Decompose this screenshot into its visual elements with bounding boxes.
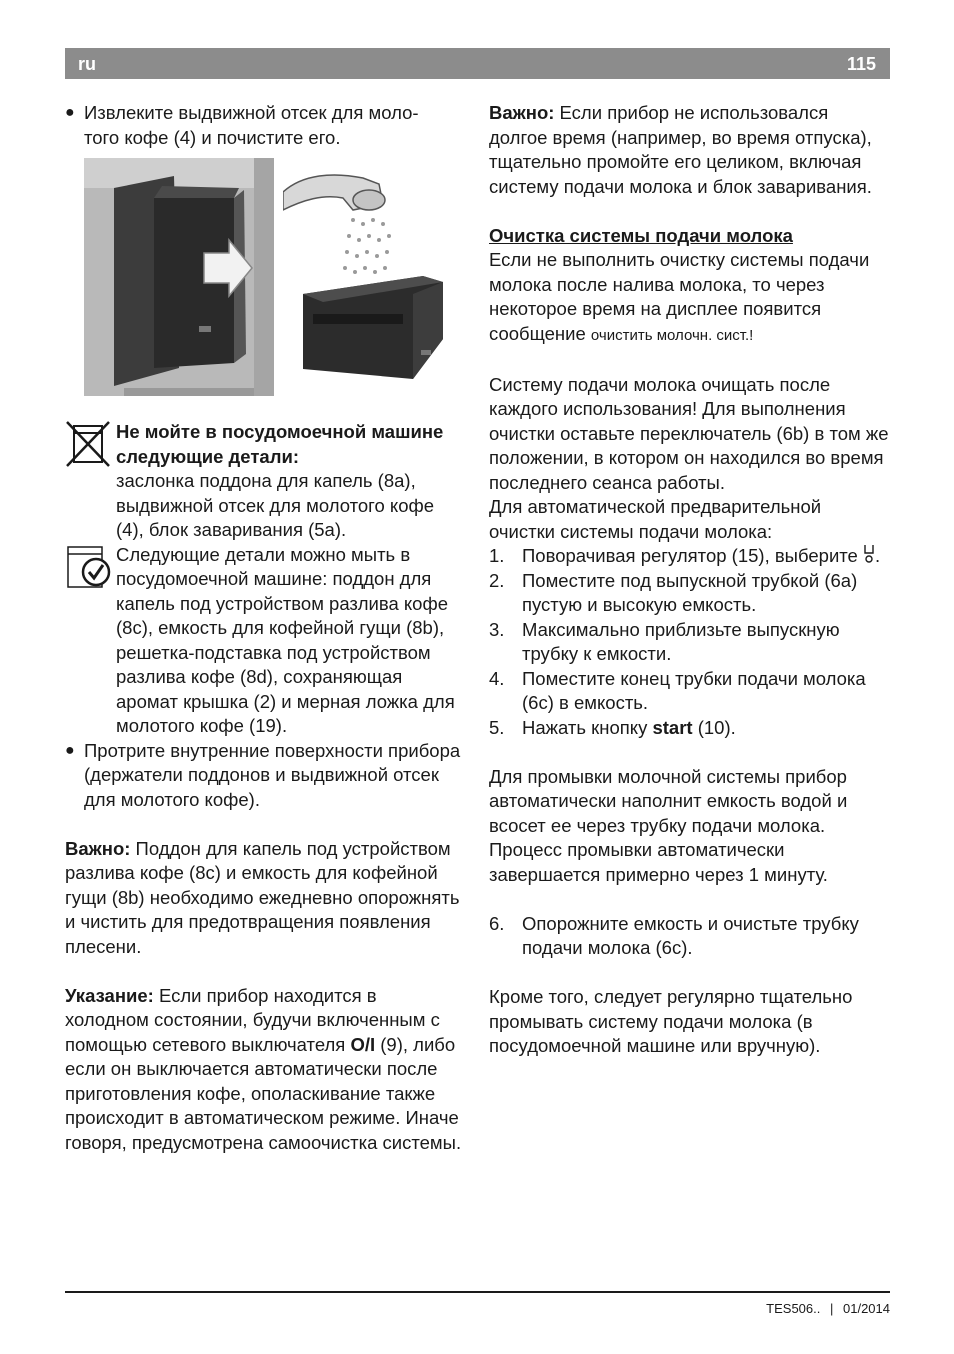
warning-title: Не мойте в посудомоечной машине следующие детали: xyxy=(116,421,444,467)
power-switch-symbol: O/I xyxy=(350,1033,376,1055)
drawer-removal-illustration xyxy=(84,158,274,396)
section-heading: Очистка системы подачи молока xyxy=(489,224,793,246)
step-number: 4. xyxy=(489,667,505,689)
dishwasher-safe-icon xyxy=(65,543,111,591)
step-number: 5. xyxy=(489,716,505,738)
step-number: 2. xyxy=(489,569,505,591)
warning-text: заслонка поддона для капель (8a), выдвижной отсек для молотого кофе (4), блок заваривания (5a). xyxy=(116,470,435,540)
note-label: Указание: xyxy=(65,984,154,1006)
page-header-bar xyxy=(65,48,890,79)
important-text: Поддон для капель под устройством разлива кофе (8c) и емкость для кофейной гущи (8b) необходимо ежедневно опорожнять и чистить для предотвращения появления плесени. xyxy=(65,837,460,957)
dishwasher-safe-text: Следующие детали можно мыть в посудомоечной машине: поддон для капель под устройством разлива кофе (8c), емкость для кофейной гущи (8b), решетка-подставка под устройством разлива кофе (8d), сохраняющая аромат крышка (2) и мерная ложка для молотого кофе (19). xyxy=(116,543,455,736)
step-text: Нажать кнопку xyxy=(522,716,648,738)
model-number: TES506.. xyxy=(766,1301,821,1316)
step-item xyxy=(489,569,889,618)
note-text-a: Если прибор находится в холодном состоянии, будучи включенным с помощью сетевого выключателя xyxy=(65,984,440,1055)
start-button-label: start xyxy=(652,716,693,738)
step-item xyxy=(489,716,889,741)
important-paragraph-right xyxy=(489,101,889,199)
dishwasher-warning xyxy=(65,420,465,543)
step-text: Поместите конец трубки подачи молока (6c) в емкость. xyxy=(522,667,866,713)
important-text: Если прибор не использовался долгое время (например, во время отпуска), тщательно промойте его целиком, включая систему подачи молока и блок заваривания. xyxy=(489,102,872,197)
regular-cleaning-note: Кроме того, следует регулярно тщательно промывать систему подачи молока (в посудомоечной машине или вручную). xyxy=(489,986,853,1056)
drawer-rinse-illustration xyxy=(283,164,449,390)
step-text-tail: (10). xyxy=(697,716,736,738)
no-dishwasher-icon xyxy=(65,420,111,468)
section-intro xyxy=(489,248,889,348)
bullet-wipe-interior xyxy=(65,739,465,813)
important-label: Важно: xyxy=(65,837,131,859)
rinse-description: Для промывки молочной системы прибор автоматически наполнит емкость водой и всосет ее через трубку подачи молока. Процесс промывки автоматически завершается примерно через 1 минуту. xyxy=(489,765,848,885)
note-paragraph xyxy=(65,984,465,1156)
bullet-text: Протрите внутренние поверхности прибора (держатели поддонов и выдвижной отсек для молотого кофе). xyxy=(84,739,461,810)
page-number: 115 xyxy=(846,54,876,74)
bullet-remove-drawer xyxy=(65,101,465,150)
step-item xyxy=(489,618,889,667)
important-label: Важно: xyxy=(489,102,555,123)
bullet-icon: ● xyxy=(65,741,75,759)
step-number: 6. xyxy=(489,912,505,934)
step-number: 3. xyxy=(489,618,505,640)
bullet-text: Извлеките выдвижной отсек для моло- того кофе (4) и почистите его. xyxy=(84,102,419,148)
step-text: Максимально приблизьте выпускную трубку к емкости. xyxy=(522,618,840,664)
section-intro-text: Если не выполнить очистку системы подачи молока после налива молока, то через некоторое время на дисплее появится сообщение xyxy=(489,249,870,344)
left-column xyxy=(65,101,465,1155)
important-paragraph xyxy=(65,837,465,960)
note-text-b: (9), либо если он выключается автоматически после приготовления кофе, ополаскивание также происходит в автоматическом режиме. Иначе говоря, предусмотрена самоочистка системы. xyxy=(65,1033,462,1153)
right-column xyxy=(489,101,889,1059)
language-label: ru xyxy=(78,54,96,74)
step-text: Поместите под выпускной трубкой (6a) пустую и высокую емкость. xyxy=(522,569,858,615)
cleaning-instruction: Систему подачи молока очищать после каждого использования! Для выполнения очистки оставьте переключатель (6b) в том же положении, в котором он находился во время последнего сеанса работы. xyxy=(489,373,889,493)
display-message: очистить молочн. сист.! xyxy=(590,326,754,344)
step-item xyxy=(489,667,889,716)
step-text: Опорожните емкость и очистьте трубку подачи молока (6c). xyxy=(522,912,859,958)
auto-clean-steps xyxy=(489,544,889,740)
milk-cleaning-symbol-icon xyxy=(863,544,875,564)
footer-separator: | xyxy=(829,1301,834,1316)
step-item: 1. Поворачивая регулятор (15), выберите . xyxy=(489,544,889,569)
step-number: 1. xyxy=(489,545,505,566)
illustrations xyxy=(65,158,465,420)
footer-divider xyxy=(65,1291,890,1293)
page-footer xyxy=(760,1297,890,1322)
publication-date: 01/2014 xyxy=(843,1301,890,1316)
dishwasher-safe-note xyxy=(65,543,465,739)
bullet-icon: ● xyxy=(65,104,75,121)
step-item xyxy=(489,912,889,961)
step-text: Поворачивая регулятор (15), выберите xyxy=(522,545,858,566)
auto-clean-intro: Для автоматической предварительной очистки системы подачи молока: xyxy=(489,496,822,542)
final-steps xyxy=(489,912,889,961)
